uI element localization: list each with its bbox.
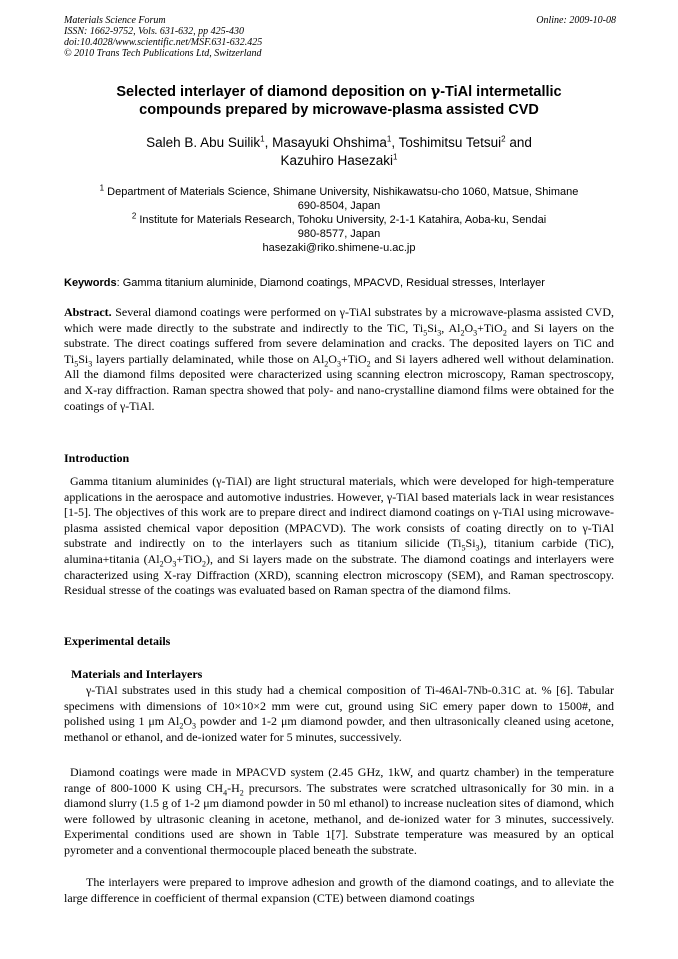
abstract-text: and Si layers on the substrate. The direct coatings suffered from severe delamination and cracks. The deposited layers on TiC and Ti	[64, 320, 614, 366]
abstract-text: +TiO	[340, 351, 367, 366]
affiliation-2-postcode: 980-8577, Japan	[297, 228, 381, 240]
abstract-label: Abstract.	[64, 305, 112, 319]
title-gamma: γ	[430, 83, 441, 100]
subscript: 3	[475, 543, 480, 553]
author-conjunction: and	[505, 135, 532, 150]
contact-email[interactable]: hasezaki@riko.shimene-u.ac.jp	[262, 242, 416, 254]
subscript: 2	[502, 327, 507, 337]
abstract-text: Si	[78, 351, 89, 366]
abstract-text: and Si layers adhered well without delamination. All the diamond films deposited were characterized using scanning electron microscopy, Raman spectroscopy, and X-ray diffraction. Raman spectra showed that poly- and nano-crystalline diamond films were obtained for the coatings of γ-TiAl.	[64, 351, 615, 413]
affiliation-marker: 2	[131, 211, 137, 221]
affiliation-marker: 1	[260, 134, 265, 144]
paragraph-text: Diamond coatings were made in MPACVD system (2.45 GHz, 1kW, and quartz chamber) in the temperature range of 800-1000 K using CH	[64, 765, 614, 795]
paragraph-text: -H	[227, 780, 240, 795]
affiliation-1-postcode: 690-8504, Japan	[297, 200, 381, 212]
abstract-text: +TiO	[477, 320, 503, 335]
paragraph-text: Si	[465, 536, 476, 551]
abstract-text: O	[328, 351, 337, 366]
subscript: 3	[336, 359, 341, 369]
keywords	[64, 276, 616, 290]
author-name: , Masayuki Ohshima	[264, 135, 387, 150]
title-text: Selected interlayer of diamond deposition on	[116, 84, 431, 100]
paragraph-text: O	[163, 551, 173, 566]
paragraph-text: precursors. The substrates were scratched ultrasonically for 30 min. in a diamond slurry (1.5 g of 1-2 μm diamond powder in 50 ml ethanol) to increase nucleation sites of diamond, which were followed by ultrasonic cleaning in acetone, methanol, and de-ionized water for 3 minutes, successively. Experimental conditions used are shown in Table 1[7]. Substrate temperature was measured by an optical pyrometer and a conventional thermocouple placed beneath the substrate.	[64, 780, 615, 857]
journal-header	[64, 15, 616, 59]
abstract-text: Several diamond coatings were performed on γ-TiAl substrates by a microwave-plasma assisted CVD, which were made directly to the substrate and indirectly to the TiC, Ti	[64, 305, 614, 335]
abstract	[64, 305, 614, 414]
subscript: 5	[423, 327, 428, 337]
affiliation-1	[64, 185, 614, 199]
author-list	[64, 134, 614, 170]
author-name: , Toshimitsu Tetsui	[391, 135, 502, 150]
subscript: 2	[239, 787, 244, 797]
abstract-text: , Al	[441, 320, 461, 335]
abstract-text: Si	[427, 320, 438, 335]
online-date: Online: 2009-10-08	[536, 15, 616, 26]
title-line-1	[64, 83, 614, 101]
paragraph-text: γ-TiAl substrates used in this study had a chemical composition of Ti-46Al-7Nb-0.31C at. % [6]. Tabular specimens with dimensions of 10×10×2 mm were cut, ground using SiC emery paper down to 1500#, and polished using 1 μm Al	[64, 683, 614, 729]
author-name: Saleh B. Abu Suilik	[146, 135, 261, 150]
subscript: 2	[324, 359, 329, 369]
doi-line: doi:10.4028/www.scientific.net/MSF.631-632.425	[64, 37, 263, 48]
experimental-paragraph-1	[64, 683, 614, 745]
subscript: 3	[437, 327, 442, 337]
affiliation-marker: 1	[386, 134, 392, 144]
subscript: 3	[473, 327, 478, 337]
keywords-label: Keywords	[64, 277, 117, 289]
experimental-paragraph-3: The interlayers were prepared to improve adhesion and growth of the diamond coatings, and to alleviate the large difference in coefficient of thermal expansion (CTE) between diamond coatings	[64, 875, 614, 905]
journal-name: Materials Science Forum	[64, 15, 166, 26]
affiliation-marker: 1	[99, 183, 105, 193]
subscript: 2	[179, 721, 184, 731]
keywords-text: : Gamma titanium aluminide, Diamond coatings, MPACVD, Residual stresses, Interlayer	[116, 277, 545, 289]
experimental-paragraph-2	[64, 765, 614, 859]
introduction-heading: Introduction	[64, 451, 130, 465]
subscript: 2	[366, 359, 371, 369]
subscript: 2	[460, 327, 465, 337]
subscript: 3	[88, 359, 93, 369]
title-text: -TiAl intermetallic	[440, 84, 562, 100]
subscript: 2	[159, 559, 164, 569]
copyright-line: © 2010 Trans Tech Publications Ltd, Switzerland	[64, 48, 262, 59]
subscript: 3	[172, 559, 177, 569]
subscript: 5	[74, 359, 79, 369]
paragraph-text: +TiO	[176, 551, 202, 566]
paragraph-text: Gamma titanium aluminides (γ-TiAl) are light structural materials, which were developed for high-temperature applications in the aerospace and automotive industries. However, γ-TiAl based materials lack in wear resistances [1-5]. The objectives of this work are to prepare direct and indirect diamond coatings on γ-TiAl using microwave-plasma assisted chemical vapor deposition (MPACVD). The work consists of coating directly on to γ-TiAl substrate and indirectly on to the interlayers such as titanium silicide (Ti	[64, 474, 614, 551]
affiliations	[64, 185, 614, 255]
affiliation-marker: 1	[393, 152, 398, 162]
affiliation-2	[64, 213, 614, 227]
affiliation-text: Department of Materials Science, Shimane University, Nishikawatsu-cho 1060, Matsue, Shimane	[104, 186, 579, 198]
title-line-2: compounds prepared by microwave-plasma assisted CVD	[139, 102, 539, 118]
abstract-text: O	[464, 320, 474, 335]
paper-title	[64, 83, 614, 119]
authors-line-1	[64, 134, 614, 152]
paragraph-text: ), and Si layers made on the substrate. The diamond coatings and interlayers were characterized using X-ray Diffraction (XRD), scanning electron microscopy (SEM), and Raman spectroscopy. Residual stresse of the coatings was evaluated based on Raman spectra of the diamond films.	[64, 551, 614, 598]
abstract-text: layers partially delaminated, while those on Al	[92, 351, 325, 366]
experimental-heading: Experimental details	[64, 634, 171, 648]
subscript: 5	[461, 543, 466, 553]
paragraph-text: powder and 1-2 μm diamond powder, and then ultrasonically cleaned using acetone, methanol or ethanol, and de-ionized water for 5 minutes, successively.	[64, 714, 614, 744]
issn-line: ISSN: 1662-9752, Vols. 631-632, pp 425-430	[64, 26, 244, 37]
paragraph-text: O	[183, 714, 193, 729]
affiliation-marker: 2	[501, 134, 506, 144]
subscript: 4	[223, 787, 228, 797]
affiliation-text: Institute for Materials Research, Tohoku University, 2-1-1 Katahira, Aoba-ku, Sendai	[136, 214, 547, 226]
paragraph-text: ), titanium carbide (TiC), alumina+titania (Al	[64, 536, 614, 566]
subscript: 2	[202, 559, 206, 569]
introduction-paragraph	[64, 474, 614, 599]
authors-line-2	[64, 152, 614, 170]
author-name: Kazuhiro Hasezaki	[280, 153, 394, 168]
materials-subheading: Materials and Interlayers	[71, 667, 203, 681]
subscript: 3	[192, 721, 197, 731]
